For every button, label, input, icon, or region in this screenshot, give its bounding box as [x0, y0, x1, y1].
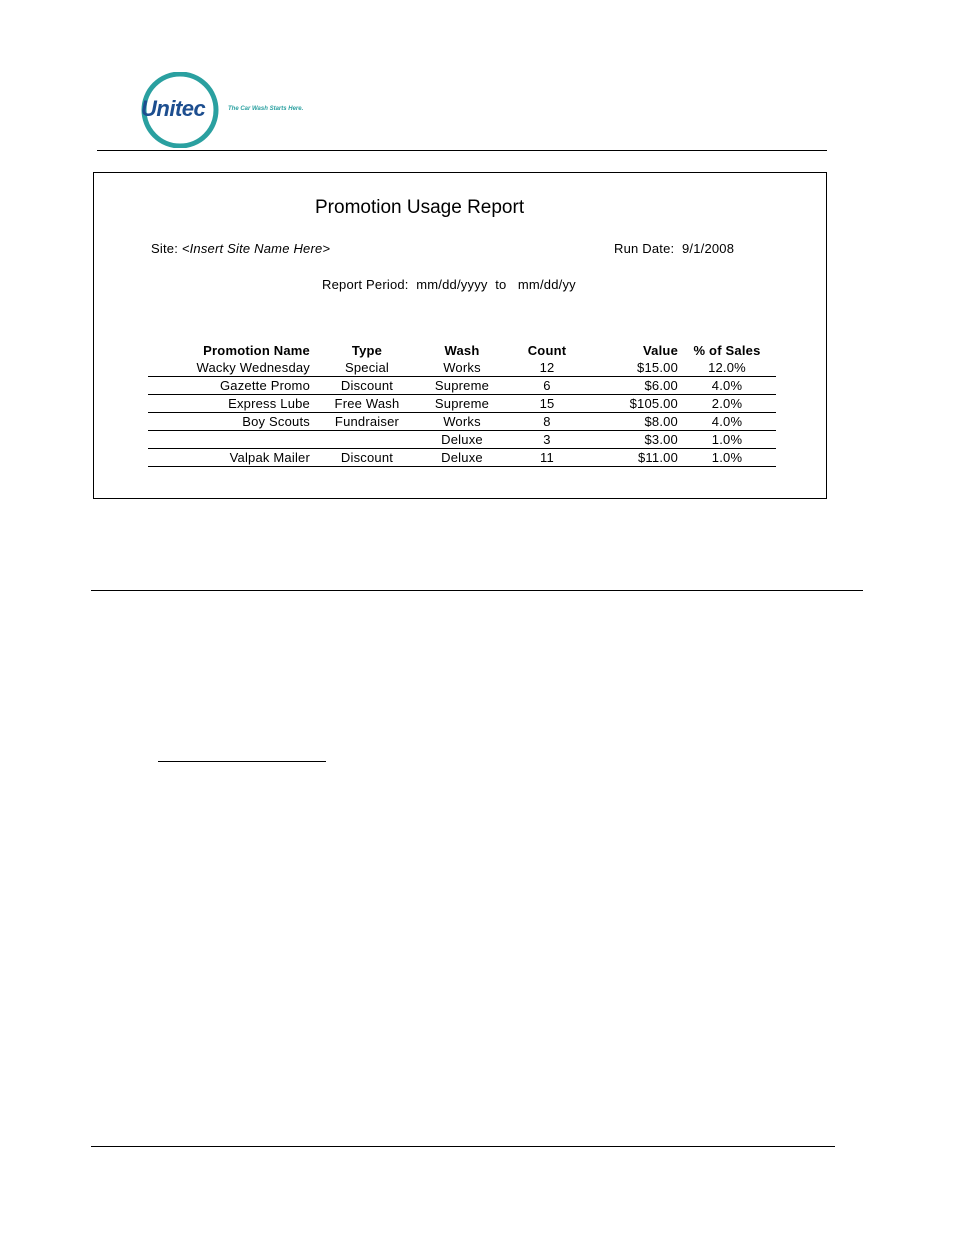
- col-header-count: Count: [527, 343, 567, 358]
- run-date-line: [614, 241, 734, 256]
- cell-value: $11.00: [638, 450, 678, 465]
- table-header-row: [148, 342, 776, 359]
- cell-value: $8.00: [644, 414, 678, 429]
- cell-value: $15.00: [637, 360, 678, 375]
- table-row: [148, 377, 776, 395]
- table-row: [148, 413, 776, 431]
- report-period-line: [322, 277, 576, 292]
- cell-wash: Deluxe: [441, 450, 483, 465]
- cell-type: Fundraiser: [334, 414, 400, 429]
- cell-value: $3.00: [644, 432, 678, 447]
- col-header-type: Type: [351, 343, 383, 358]
- promotion-usage-table: [148, 342, 776, 467]
- run-date-value: 9/1/2008: [681, 241, 735, 256]
- cell-promotion-name: Boy Scouts: [242, 414, 310, 429]
- cell-promotion-name: Gazette Promo: [219, 378, 310, 393]
- cell-count: 3: [543, 432, 551, 447]
- cell-promotion-name: Valpak Mailer: [229, 450, 310, 465]
- cell-value: $105.00: [629, 396, 678, 411]
- cell-wash: Works: [443, 360, 481, 375]
- site-value: <Insert Site Name Here>: [181, 241, 331, 256]
- site-label: Site:: [151, 241, 182, 256]
- cell-wash: Supreme: [434, 378, 490, 393]
- period-from: mm/dd/yyyy: [416, 277, 488, 292]
- cell-pct-sales: 4.0%: [711, 378, 743, 393]
- col-header-promotion-name: Promotion Name: [203, 343, 310, 358]
- cell-count: 15: [539, 396, 555, 411]
- cell-type: Free Wash: [334, 396, 400, 411]
- cell-pct-sales: 2.0%: [711, 396, 743, 411]
- cell-type: Discount: [340, 450, 394, 465]
- logo-tagline: The Car Wash Starts Here.: [228, 106, 304, 112]
- cell-count: 8: [543, 414, 551, 429]
- cell-wash: Supreme: [434, 396, 490, 411]
- cell-type: Special: [344, 360, 390, 375]
- table-row: [148, 431, 776, 449]
- table-row: [148, 395, 776, 413]
- cell-promotion-name: Express Lube: [228, 396, 310, 411]
- col-header-wash: Wash: [444, 343, 480, 358]
- site-line: [151, 241, 330, 256]
- cell-type: Discount: [340, 378, 394, 393]
- cell-pct-sales: 12.0%: [708, 360, 746, 375]
- cell-count: 6: [543, 378, 551, 393]
- run-date-label: Run Date:: [614, 241, 675, 256]
- report-title: Promotion Usage Report: [315, 197, 525, 218]
- cell-promotion-name: Wacky Wednesday: [196, 360, 310, 375]
- header-divider: [97, 150, 827, 151]
- cell-pct-sales: 1.0%: [711, 450, 743, 465]
- table-row: [148, 449, 776, 467]
- table-row: [148, 359, 776, 377]
- cell-pct-sales: 4.0%: [711, 414, 743, 429]
- unitec-logo-text: Unitec: [141, 96, 206, 121]
- footer-divider: [91, 1146, 835, 1147]
- col-header-value: Value: [643, 343, 678, 358]
- section-divider: [91, 590, 863, 591]
- period-to: mm/dd/yy: [517, 277, 576, 292]
- cell-count: 12: [539, 360, 555, 375]
- period-label: Report Period:: [322, 277, 409, 292]
- short-rule: [158, 761, 326, 762]
- cell-promotion-name: [148, 431, 310, 449]
- period-to-word: to: [495, 277, 507, 292]
- cell-value: $6.00: [644, 378, 678, 393]
- cell-wash: Works: [443, 414, 481, 429]
- col-header-pct-sales: % of Sales: [693, 343, 761, 358]
- cell-count: 11: [540, 450, 554, 465]
- cell-pct-sales: 1.0%: [711, 432, 743, 447]
- cell-wash: Deluxe: [441, 432, 483, 447]
- cell-type: [310, 431, 424, 449]
